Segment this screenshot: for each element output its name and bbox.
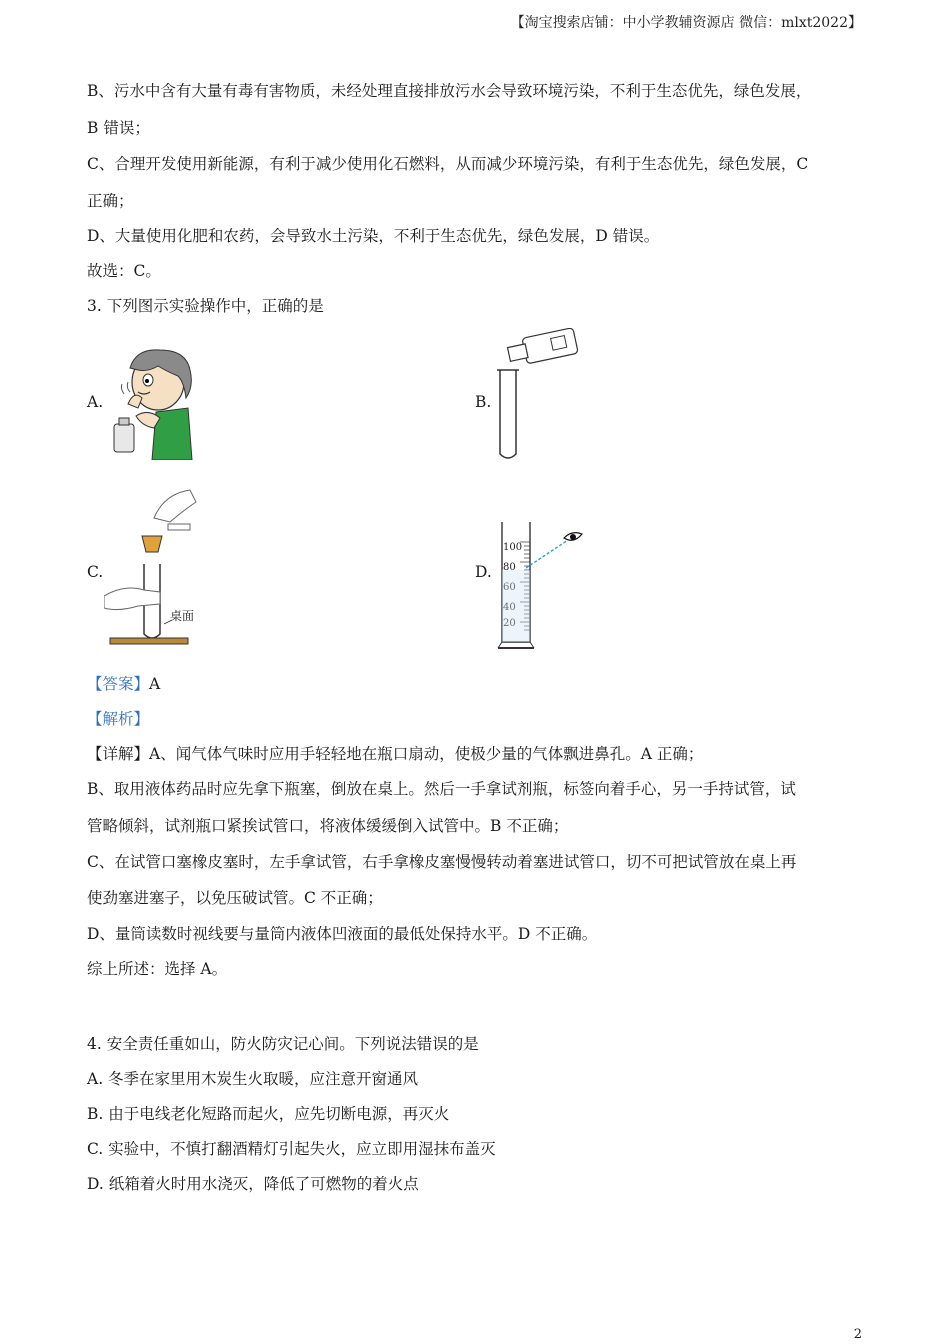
answer-tag: 【答案】 [87,675,150,693]
q2-explanation-b-line1: B、污水中含有大量有毒有害物质，未经处理直接排放污水会导致环境污染，不利于生态优先，绿色发展， [87,82,812,100]
q2-explanation-d-line: D、大量使用化肥和农药，会导致水土污染，不利于生态优先，绿色发展，D 错误。 [87,227,660,245]
page-number: 2 [853,1327,862,1342]
q3-figure-d-tick-20: 20 [503,618,516,629]
q3-option-c-label: C. [87,563,104,581]
q2-choice: 故选：C。 [87,262,161,280]
q3-summary: 综上所述：选择 A。 [87,960,228,978]
q3-answer: A [149,675,161,693]
q3-detail-a: A、闻气体气味时应用手轻轻地在瓶口扇动，使极少量的气体飘进鼻孔。A 正确； [149,745,704,763]
q3-stem: 3. 下列图示实验操作中，正确的是 [87,297,324,315]
q4-option-a: A. 冬季在家里用木炭生火取暖，应注意开窗通风 [87,1070,419,1088]
q3-figure-d-tick-40: 40 [503,602,516,613]
q2-explanation-c-line1: C、合理开发使用新能源，有利于减少使用化石燃料，从而减少环境污染，有利于生态优先，绿色发展，C [87,155,809,173]
q3-option-b-label: B. [475,393,492,411]
q3-figure-d-tick-60: 60 [503,582,516,593]
analysis-tag: 【解析】 [87,710,150,728]
q3-answer-line [87,673,160,695]
q3-figure-c-desk-label: 桌面 [170,609,195,623]
q3-figure-d-tick-80: 80 [503,562,516,573]
q3-detail-b-line1: B、取用液体药品时应先拿下瓶塞，倒放在桌上。然后一手拿试剂瓶，标签向着手心，另一手持试管，试 [87,780,796,798]
q4-option-c: C. 实验中，不慎打翻酒精灯引起失火，应立即用湿抹布盖灭 [87,1140,496,1158]
q3-detail-d: D、量筒读数时视线要与量筒内液体凹液面的最低处保持水平。D 不正确。 [87,925,598,943]
detail-tag: 【详解】 [87,745,150,763]
q3-detail-c-line2: 使劲塞进塞子，以免压破试管。C 不正确； [87,889,383,907]
q4-stem: 4. 安全责任重如山，防火防灾记心间。下列说法错误的是 [87,1035,479,1053]
q2-explanation-c-line2: 正确； [87,192,134,210]
q3-option-d-label: D. [475,563,492,581]
q3-figure-d-graduated-cylinder [496,518,588,654]
eye-icon [564,533,582,541]
q3-figure-a-smelling-gas [108,346,200,460]
page-header: 【淘宝搜索店铺：中小学教辅资源店 微信：mlxt2022】 [510,15,862,31]
q3-figure-c-inserting-stopper [104,488,204,652]
q3-option-a-label: A. [87,393,104,411]
q3-detail-a-line [87,743,703,765]
q4-option-d: D. 纸箱着火时用水浇灭，降低了可燃物的着火点 [87,1175,419,1193]
q3-detail-c-line1: C、在试管口塞橡皮塞时，左手拿试管，右手拿橡皮塞慢慢转动着塞进试管口，切不可把试管放在桌上再 [87,853,797,871]
q3-detail-b-line2: 管略倾斜，试剂瓶口紧挨试管口，将液体缓缓倒入试管中。B 不正确； [87,817,569,835]
q3-figure-b-pouring-liquid [494,328,584,462]
q2-explanation-b-line2: B 错误； [87,119,150,137]
q4-option-b: B. 由于电线老化短路而起火，应先切断电源，再灭火 [87,1105,450,1123]
q3-figure-d-tick-100: 100 [503,542,523,553]
